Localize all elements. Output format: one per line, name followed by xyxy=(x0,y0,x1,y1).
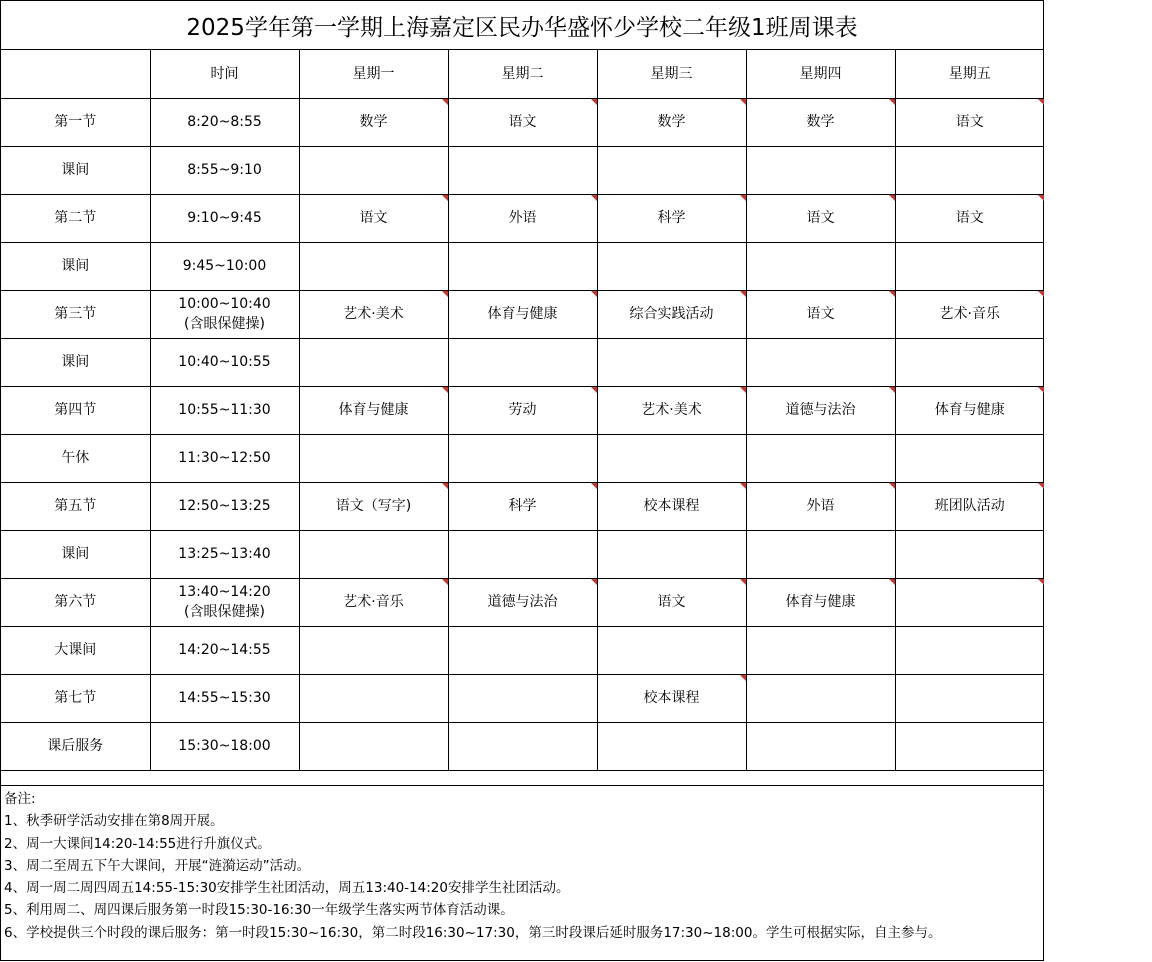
comment-indicator-icon[interactable] xyxy=(889,579,895,585)
subject-cell[interactable] xyxy=(597,98,746,146)
comment-indicator-icon[interactable] xyxy=(889,483,895,489)
period-time-cell[interactable] xyxy=(150,338,299,386)
comment-indicator-icon[interactable] xyxy=(889,387,895,393)
subject-cell[interactable] xyxy=(597,578,746,626)
period-time-line: 12:50~13:25 xyxy=(178,498,271,514)
subject-cell[interactable] xyxy=(895,338,1044,386)
header-time-cell[interactable]: 时间 xyxy=(150,50,299,98)
period-label-cell[interactable]: 第六节 xyxy=(1,578,150,626)
schedule-row xyxy=(1,146,1044,194)
note-line: 4、周一周二周四周五14:55-15:30安排学生社团活动，周五13:40-14:20安排学生社团活动。 xyxy=(4,880,570,897)
notes-heading: 备注: xyxy=(4,791,36,807)
subject-label: 科学 xyxy=(657,210,686,226)
period-time-cell[interactable] xyxy=(150,626,299,674)
subject-label: 综合实践活动 xyxy=(629,306,714,322)
schedule-row xyxy=(1,626,1044,674)
comment-indicator-icon[interactable] xyxy=(740,675,746,681)
timetable-grid xyxy=(1,50,1044,771)
period-time-line: 8:20~8:55 xyxy=(187,114,262,130)
period-label-cell[interactable]: 第三节 xyxy=(1,290,150,338)
subject-cell[interactable] xyxy=(597,338,746,386)
period-label-cell[interactable]: 课间 xyxy=(1,242,150,290)
period-time-cell[interactable] xyxy=(150,722,299,770)
subject-cell[interactable] xyxy=(895,386,1044,434)
subject-cell[interactable] xyxy=(746,722,895,770)
subject-label: 校本课程 xyxy=(643,690,700,706)
subject-cell[interactable] xyxy=(448,146,597,194)
subject-cell[interactable] xyxy=(299,434,448,482)
subject-label: 体育与健康 xyxy=(934,402,1005,418)
subject-label: 艺术·美术 xyxy=(641,402,702,418)
subject-cell[interactable] xyxy=(746,482,895,530)
period-time-line: (含眼保健操) xyxy=(184,316,265,332)
subject-cell[interactable] xyxy=(597,674,746,722)
subject-cell[interactable] xyxy=(299,146,448,194)
period-time-line: 10:40~10:55 xyxy=(178,354,271,370)
subject-cell[interactable] xyxy=(597,386,746,434)
subject-label: 班团队活动 xyxy=(934,498,1005,514)
comment-indicator-icon[interactable] xyxy=(591,387,597,393)
note-line: 3、周二至周五下午大课间，开展“涟漪运动”活动。 xyxy=(4,857,311,874)
subject-cell[interactable] xyxy=(299,674,448,722)
period-label-cell[interactable]: 课间 xyxy=(1,338,150,386)
comment-indicator-icon[interactable] xyxy=(740,387,746,393)
subject-label: 艺术·音乐 xyxy=(939,306,1000,322)
period-time-cell[interactable] xyxy=(150,482,299,530)
subject-cell[interactable] xyxy=(895,146,1044,194)
subject-cell[interactable] xyxy=(746,386,895,434)
period-time-cell[interactable] xyxy=(150,146,299,194)
period-label-cell[interactable]: 大课间 xyxy=(1,626,150,674)
note-line: 5、利用周二、周四课后服务第一时段15:30-16:30一年级学生落实两节体育活动课。 xyxy=(4,902,514,919)
subject-label: 科学 xyxy=(508,498,537,514)
schedule-row xyxy=(1,386,1044,434)
subject-label: 语文 xyxy=(657,594,686,610)
subject-cell[interactable] xyxy=(448,290,597,338)
header-day-cell[interactable]: 星期三 xyxy=(597,50,746,98)
note-line: 1、秋季研学活动安排在第8周开展。 xyxy=(4,813,224,830)
period-time-line: 13:40~14:20 xyxy=(178,584,271,600)
subject-cell[interactable] xyxy=(895,722,1044,770)
subject-label: 语文（写字) xyxy=(335,498,412,514)
subject-cell[interactable] xyxy=(895,530,1044,578)
subject-cell[interactable] xyxy=(895,482,1044,530)
note-line: 2、周一大课间14:20-14:55进行升旗仪式。 xyxy=(4,835,271,852)
subject-cell[interactable] xyxy=(299,722,448,770)
comment-indicator-icon[interactable] xyxy=(889,195,895,201)
subject-label: 语文 xyxy=(359,210,388,226)
subject-cell[interactable] xyxy=(597,434,746,482)
comment-indicator-icon[interactable] xyxy=(740,291,746,297)
subject-cell[interactable] xyxy=(895,290,1044,338)
period-time-line: 10:55~11:30 xyxy=(178,402,271,418)
subject-cell[interactable] xyxy=(746,530,895,578)
comment-indicator-icon[interactable] xyxy=(1038,99,1044,105)
subject-cell[interactable] xyxy=(597,722,746,770)
subject-cell[interactable] xyxy=(895,578,1044,626)
subject-cell[interactable] xyxy=(448,386,597,434)
period-time-line: 15:30~18:00 xyxy=(178,738,271,754)
subject-cell[interactable] xyxy=(746,626,895,674)
subject-label: 语文 xyxy=(806,306,835,322)
subject-cell[interactable] xyxy=(299,626,448,674)
period-time-cell[interactable] xyxy=(150,98,299,146)
subject-label: 外语 xyxy=(508,210,537,226)
period-label-cell[interactable]: 课后服务 xyxy=(1,722,150,770)
schedule-row xyxy=(1,578,1044,626)
subject-cell[interactable] xyxy=(448,578,597,626)
schedule-row xyxy=(1,482,1044,530)
schedule-row xyxy=(1,338,1044,386)
subject-cell[interactable] xyxy=(746,338,895,386)
subject-cell[interactable] xyxy=(299,242,448,290)
period-time-line: 10:00~10:40 xyxy=(178,296,271,312)
subject-label: 艺术·音乐 xyxy=(343,594,404,610)
comment-indicator-icon[interactable] xyxy=(442,99,448,105)
subject-cell[interactable] xyxy=(448,242,597,290)
subject-cell[interactable] xyxy=(597,146,746,194)
header-row xyxy=(1,50,1044,98)
comment-indicator-icon[interactable] xyxy=(1038,291,1044,297)
subject-cell[interactable] xyxy=(299,578,448,626)
subject-cell[interactable] xyxy=(597,626,746,674)
subject-label: 语文 xyxy=(955,210,984,226)
subject-cell[interactable] xyxy=(597,530,746,578)
subject-cell[interactable] xyxy=(448,482,597,530)
period-label-cell[interactable]: 第二节 xyxy=(1,194,150,242)
period-label-cell[interactable]: 第七节 xyxy=(1,674,150,722)
subject-label: 体育与健康 xyxy=(785,594,856,610)
period-time-cell[interactable] xyxy=(150,578,299,626)
subject-label: 道德与法治 xyxy=(487,594,558,610)
comment-indicator-icon[interactable] xyxy=(442,291,448,297)
subject-cell[interactable] xyxy=(895,674,1044,722)
comment-indicator-icon[interactable] xyxy=(1038,483,1044,489)
period-time-line: 13:25~13:40 xyxy=(178,546,271,562)
subject-label: 艺术·美术 xyxy=(343,306,404,322)
period-time-line: 8:55~9:10 xyxy=(187,162,262,178)
comment-indicator-icon[interactable] xyxy=(442,579,448,585)
period-time-line: 14:20~14:55 xyxy=(178,642,271,658)
period-time-cell[interactable] xyxy=(150,674,299,722)
subject-cell[interactable] xyxy=(895,194,1044,242)
header-day-cell[interactable]: 星期四 xyxy=(746,50,895,98)
comment-indicator-icon[interactable] xyxy=(442,387,448,393)
comment-indicator-icon[interactable] xyxy=(740,579,746,585)
comment-indicator-icon[interactable] xyxy=(442,483,448,489)
period-time-line: 11:30~12:50 xyxy=(178,450,271,466)
comment-indicator-icon[interactable] xyxy=(442,195,448,201)
header-day-cell[interactable]: 星期五 xyxy=(895,50,1044,98)
subject-cell[interactable] xyxy=(746,578,895,626)
period-time-line: 9:10~9:45 xyxy=(187,210,262,226)
schedule-row xyxy=(1,290,1044,338)
schedule-row xyxy=(1,98,1044,146)
subject-cell[interactable] xyxy=(895,98,1044,146)
subject-label: 语文 xyxy=(955,114,984,130)
subject-cell[interactable] xyxy=(448,434,597,482)
subject-cell[interactable] xyxy=(746,146,895,194)
subject-cell[interactable] xyxy=(448,194,597,242)
subject-cell[interactable] xyxy=(448,626,597,674)
subject-cell[interactable] xyxy=(299,386,448,434)
subject-cell[interactable] xyxy=(448,338,597,386)
comment-indicator-icon[interactable] xyxy=(889,291,895,297)
subject-cell[interactable] xyxy=(597,290,746,338)
subject-cell[interactable] xyxy=(746,674,895,722)
comment-indicator-icon[interactable] xyxy=(740,195,746,201)
comment-indicator-icon[interactable] xyxy=(889,99,895,105)
subject-cell[interactable] xyxy=(448,722,597,770)
comment-indicator-icon[interactable] xyxy=(1038,579,1044,585)
comment-indicator-icon[interactable] xyxy=(740,99,746,105)
comment-indicator-icon[interactable] xyxy=(591,579,597,585)
header-day-cell[interactable]: 星期一 xyxy=(299,50,448,98)
subject-cell[interactable] xyxy=(299,98,448,146)
period-label-cell[interactable]: 午休 xyxy=(1,434,150,482)
subject-cell[interactable] xyxy=(597,242,746,290)
subject-cell[interactable] xyxy=(895,434,1044,482)
subject-cell[interactable] xyxy=(597,482,746,530)
subject-cell[interactable] xyxy=(448,530,597,578)
period-time-line: (含眼保健操) xyxy=(184,604,265,620)
subject-cell[interactable] xyxy=(299,530,448,578)
notes-section xyxy=(1,785,1043,944)
period-time-line: 14:55~15:30 xyxy=(178,690,271,706)
period-time-cell[interactable] xyxy=(150,290,299,338)
comment-indicator-icon[interactable] xyxy=(740,483,746,489)
subject-label: 体育与健康 xyxy=(338,402,409,418)
schedule-row xyxy=(1,722,1044,770)
subject-cell[interactable] xyxy=(299,482,448,530)
period-label-cell[interactable]: 第四节 xyxy=(1,386,150,434)
comment-indicator-icon[interactable] xyxy=(591,291,597,297)
subject-label: 道德与法治 xyxy=(785,402,856,418)
subject-cell[interactable] xyxy=(299,290,448,338)
period-time-cell[interactable] xyxy=(150,194,299,242)
subject-label: 体育与健康 xyxy=(487,306,558,322)
schedule-row xyxy=(1,434,1044,482)
subject-label: 数学 xyxy=(806,114,835,130)
period-label-cell[interactable]: 课间 xyxy=(1,530,150,578)
schedule-row xyxy=(1,194,1044,242)
subject-cell[interactable] xyxy=(746,290,895,338)
subject-cell[interactable] xyxy=(299,338,448,386)
subject-label: 数学 xyxy=(359,114,388,130)
period-time-cell[interactable] xyxy=(150,386,299,434)
header-blank-cell[interactable] xyxy=(1,50,150,98)
period-label-cell[interactable]: 课间 xyxy=(1,146,150,194)
subject-label: 数学 xyxy=(657,114,686,130)
subject-cell[interactable] xyxy=(299,194,448,242)
comment-indicator-icon[interactable] xyxy=(1038,387,1044,393)
comment-indicator-icon[interactable] xyxy=(591,195,597,201)
subject-cell[interactable] xyxy=(746,194,895,242)
subject-label: 语文 xyxy=(806,210,835,226)
subject-label: 校本课程 xyxy=(643,498,700,514)
schedule-row xyxy=(1,530,1044,578)
subject-cell[interactable] xyxy=(895,242,1044,290)
note-line: 6、学校提供三个时段的课后服务：第一时段15:30~16:30，第二时段16:30~17:30，第三时段课后延时服务17:30~18:00。学生可根据实际，自主参与。 xyxy=(4,924,942,941)
header-day-cell[interactable]: 星期二 xyxy=(448,50,597,98)
period-time-cell[interactable] xyxy=(150,434,299,482)
subject-cell[interactable] xyxy=(746,434,895,482)
schedule-row xyxy=(1,242,1044,290)
subject-label: 语文 xyxy=(508,114,537,130)
subject-cell[interactable] xyxy=(746,98,895,146)
comment-indicator-icon[interactable] xyxy=(1038,195,1044,201)
page-title: 2025学年第一学期上海嘉定区民办华盛怀少学校二年级1班周课表 xyxy=(1,1,1043,50)
subject-label: 劳动 xyxy=(508,402,537,418)
comment-indicator-icon[interactable] xyxy=(591,99,597,105)
period-label-cell[interactable]: 第一节 xyxy=(1,98,150,146)
subject-label: 外语 xyxy=(806,498,835,514)
schedule-row xyxy=(1,674,1044,722)
subject-cell[interactable] xyxy=(746,242,895,290)
period-time-cell[interactable] xyxy=(150,242,299,290)
period-label-cell[interactable]: 第五节 xyxy=(1,482,150,530)
period-time-line: 9:45~10:00 xyxy=(182,258,267,274)
comment-indicator-icon[interactable] xyxy=(591,483,597,489)
subject-cell[interactable] xyxy=(448,98,597,146)
subject-cell[interactable] xyxy=(597,194,746,242)
subject-cell[interactable] xyxy=(895,626,1044,674)
period-time-cell[interactable] xyxy=(150,530,299,578)
subject-cell[interactable] xyxy=(448,674,597,722)
